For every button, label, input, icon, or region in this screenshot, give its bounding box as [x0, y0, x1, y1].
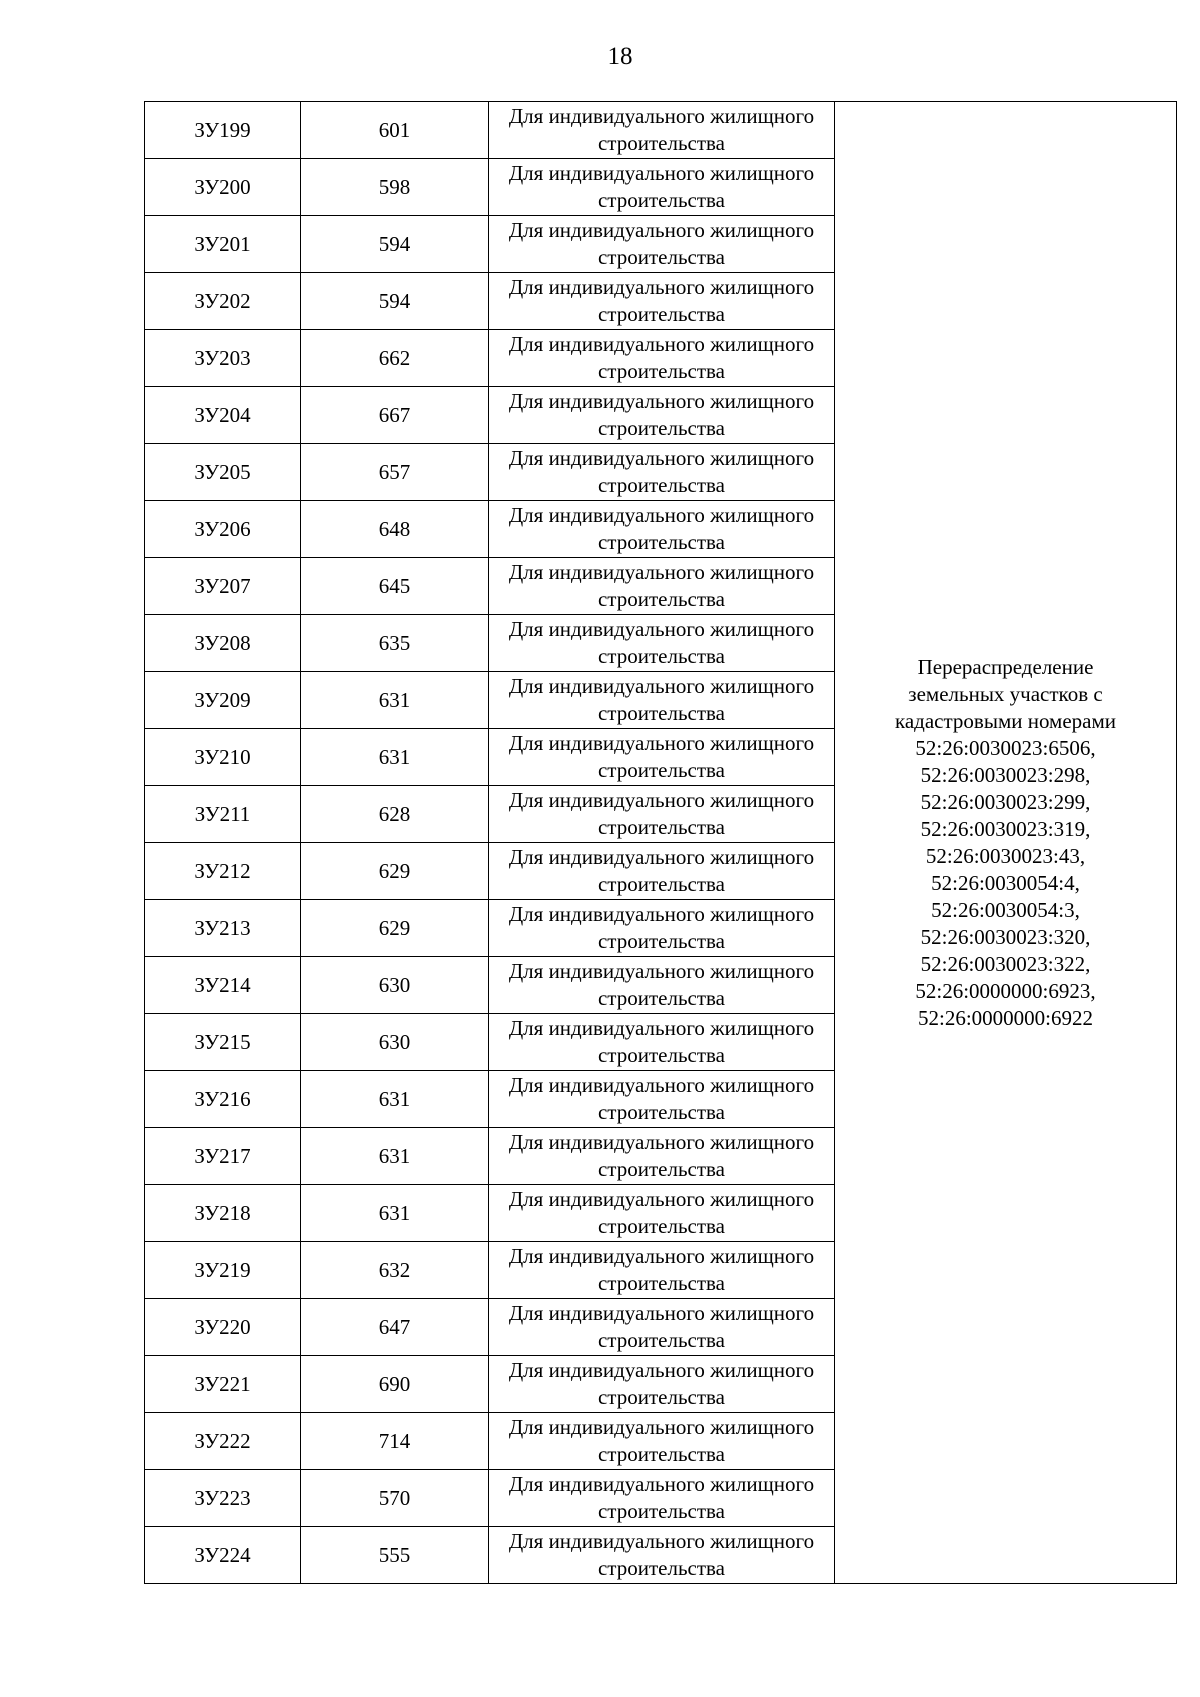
note-line: 52:26:0030023:299,	[920, 789, 1091, 814]
plot-area-cell: 648	[301, 501, 489, 558]
plot-id-cell: ЗУ204	[145, 387, 301, 444]
note-line: 52:26:0000000:6922	[917, 1005, 1093, 1030]
note-line: земельных участков с	[908, 681, 1103, 706]
plot-area-cell: 631	[301, 1128, 489, 1185]
plot-use-cell: Для индивидуального жилищного строительства	[489, 1071, 835, 1128]
plot-id-cell: ЗУ210	[145, 729, 301, 786]
plot-id-cell: ЗУ213	[145, 900, 301, 957]
note-line: 52:26:0030023:319,	[920, 816, 1091, 841]
plot-use-cell: Для индивидуального жилищного строительства	[489, 729, 835, 786]
plot-use-cell: Для индивидуального жилищного строительства	[489, 843, 835, 900]
plot-area-cell: 601	[301, 102, 489, 159]
plot-use-cell: Для индивидуального жилищного строительства	[489, 1128, 835, 1185]
plot-area-cell: 657	[301, 444, 489, 501]
plot-id-cell: ЗУ218	[145, 1185, 301, 1242]
plot-id-cell: ЗУ205	[145, 444, 301, 501]
plot-id-cell: ЗУ224	[145, 1527, 301, 1584]
plot-area-cell: 662	[301, 330, 489, 387]
plot-use-cell: Для индивидуального жилищного строительства	[489, 1299, 835, 1356]
plot-area-cell: 629	[301, 900, 489, 957]
page-number: 18	[607, 43, 633, 70]
plot-use-cell: Для индивидуального жилищного строительства	[489, 1185, 835, 1242]
plot-use-cell: Для индивидуального жилищного строительства	[489, 1242, 835, 1299]
plot-use-cell: Для индивидуального жилищного строительства	[489, 102, 835, 159]
plot-id-cell: ЗУ206	[145, 501, 301, 558]
plot-use-cell: Для индивидуального жилищного строительства	[489, 558, 835, 615]
plot-area-cell: 645	[301, 558, 489, 615]
plot-id-cell: ЗУ222	[145, 1413, 301, 1470]
plot-area-cell: 594	[301, 273, 489, 330]
plot-id-cell: ЗУ207	[145, 558, 301, 615]
plot-area-cell: 555	[301, 1527, 489, 1584]
plot-use-cell: Для индивидуального жилищного строительства	[489, 444, 835, 501]
plot-use-cell: Для индивидуального жилищного строительства	[489, 387, 835, 444]
plot-area-cell: 714	[301, 1413, 489, 1470]
plot-use-cell: Для индивидуального жилищного строительства	[489, 1413, 835, 1470]
plot-id-cell: ЗУ220	[145, 1299, 301, 1356]
plot-area-cell: 630	[301, 957, 489, 1014]
plot-use-cell: Для индивидуального жилищного строительства	[489, 957, 835, 1014]
plot-area-cell: 631	[301, 1185, 489, 1242]
note-line: 52:26:0030023:322,	[920, 951, 1091, 976]
note-line: 52:26:0030023:6506,	[915, 735, 1096, 760]
plot-id-cell: ЗУ214	[145, 957, 301, 1014]
plot-area-cell: 690	[301, 1356, 489, 1413]
plot-use-cell: Для индивидуального жилищного строительства	[489, 1356, 835, 1413]
plot-use-cell: Для индивидуального жилищного строительства	[489, 216, 835, 273]
plot-use-cell: Для индивидуального жилищного строительства	[489, 1014, 835, 1071]
plot-use-cell: Для индивидуального жилищного строительства	[489, 1527, 835, 1584]
plot-area-cell: 632	[301, 1242, 489, 1299]
plot-id-cell: ЗУ215	[145, 1014, 301, 1071]
plot-area-cell: 630	[301, 1014, 489, 1071]
plot-area-cell: 598	[301, 159, 489, 216]
note-line: 52:26:0030054:4,	[931, 870, 1080, 895]
plot-use-cell: Для индивидуального жилищного строительства	[489, 501, 835, 558]
plot-area-cell: 631	[301, 1071, 489, 1128]
plot-area-cell: 631	[301, 729, 489, 786]
plot-area-cell: 647	[301, 1299, 489, 1356]
plot-id-cell: ЗУ199	[145, 102, 301, 159]
plot-id-cell: ЗУ221	[145, 1356, 301, 1413]
plot-area-cell: 594	[301, 216, 489, 273]
note-line: 52:26:0030023:320,	[920, 924, 1091, 949]
plot-id-cell: ЗУ209	[145, 672, 301, 729]
plot-area-cell: 629	[301, 843, 489, 900]
plot-use-cell: Для индивидуального жилищного строительства	[489, 615, 835, 672]
plot-id-cell: ЗУ217	[145, 1128, 301, 1185]
plot-area-cell: 631	[301, 672, 489, 729]
note-line: 52:26:0000000:6923,	[915, 978, 1096, 1003]
plot-area-cell: 635	[301, 615, 489, 672]
plot-id-cell: ЗУ202	[145, 273, 301, 330]
plot-id-cell: ЗУ223	[145, 1470, 301, 1527]
plot-id-cell: ЗУ201	[145, 216, 301, 273]
land-plots-table	[144, 101, 1177, 1584]
plot-id-cell: ЗУ200	[145, 159, 301, 216]
plot-use-cell: Для индивидуального жилищного строительства	[489, 273, 835, 330]
note-line: 52:26:0030023:298,	[920, 762, 1091, 787]
note-line: 52:26:0030054:3,	[931, 897, 1080, 922]
plot-area-cell: 628	[301, 786, 489, 843]
plot-id-cell: ЗУ203	[145, 330, 301, 387]
plot-use-cell: Для индивидуального жилищного строительства	[489, 159, 835, 216]
plot-area-cell: 570	[301, 1470, 489, 1527]
plot-use-cell: Для индивидуального жилищного строительства	[489, 900, 835, 957]
plot-id-cell: ЗУ211	[145, 786, 301, 843]
plot-id-cell: ЗУ219	[145, 1242, 301, 1299]
plot-id-cell: ЗУ212	[145, 843, 301, 900]
plot-use-cell: Для индивидуального жилищного строительства	[489, 1470, 835, 1527]
table-row	[145, 102, 1177, 159]
plot-use-cell: Для индивидуального жилищного строительства	[489, 672, 835, 729]
plot-id-cell: ЗУ208	[145, 615, 301, 672]
note-line: Перераспределение	[917, 654, 1094, 679]
table-body	[145, 102, 1177, 1584]
plot-id-cell: ЗУ216	[145, 1071, 301, 1128]
plot-use-cell: Для индивидуального жилищного строительства	[489, 786, 835, 843]
plot-area-cell: 667	[301, 387, 489, 444]
note-line: кадастровыми номерами	[894, 708, 1117, 733]
plot-use-cell: Для индивидуального жилищного строительства	[489, 330, 835, 387]
redistribution-note-cell	[835, 102, 1177, 1584]
note-line: 52:26:0030023:43,	[925, 843, 1086, 868]
